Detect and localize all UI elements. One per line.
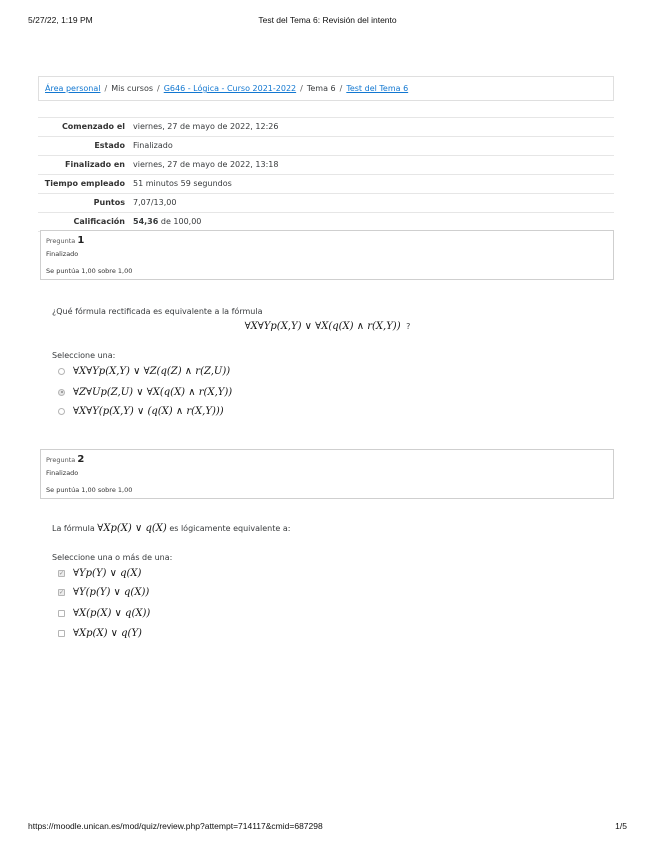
summary-label: Puntos [38, 194, 129, 213]
question-number [46, 454, 608, 465]
question-number-value: 2 [77, 454, 85, 465]
summary-value [129, 213, 614, 232]
print-header [0, 15, 655, 27]
checkbox[interactable] [58, 630, 65, 637]
question-info-box [40, 230, 614, 280]
formula: ∀Xp(X) ∨ q(X) [97, 523, 167, 534]
summary-label: Finalizado en [38, 156, 129, 175]
question-text-before: La fórmula [52, 524, 95, 533]
summary-row [38, 137, 614, 156]
summary-label: Tiempo empleado [38, 175, 129, 194]
question-info-box [40, 449, 614, 499]
breadcrumb-courses: Mis cursos [111, 84, 154, 93]
answer-option[interactable] [58, 626, 142, 640]
radio-button-selected[interactable] [58, 389, 65, 396]
summary-value: 51 minutos 59 segundos [129, 175, 614, 194]
breadcrumb-course-link[interactable]: G646 - Lógica - Curso 2021-2022 [163, 84, 297, 93]
print-footer [0, 821, 655, 833]
summary-label: Estado [38, 137, 129, 156]
checkbox-checked[interactable]: ✓ [59, 569, 65, 577]
breadcrumb-section: Tema 6 [306, 84, 336, 93]
option-formula: ∀Xp(X) ∨ q(Y) [73, 627, 142, 639]
breadcrumb-quiz-link[interactable]: Test del Tema 6 [346, 84, 409, 93]
answer-prompt: Seleccione una o más de una: [52, 553, 173, 562]
breadcrumb-separator: / [104, 84, 108, 93]
breadcrumb-separator: / [157, 84, 160, 93]
question-formula [0, 321, 655, 332]
checkbox[interactable] [58, 610, 65, 617]
formula-suffix: ? [406, 322, 411, 331]
breadcrumb [38, 76, 614, 101]
option-formula: ∀Z∀Up(Z,U) ∨ ∀X(q(X) ∧ r(X,Y)) [73, 386, 233, 398]
option-formula: ∀X∀Y(p(X,Y) ∨ (q(X) ∧ r(X,Y))) [73, 405, 224, 417]
summary-row [38, 175, 614, 194]
summary-row [38, 156, 614, 175]
summary-label: Comenzado el [38, 118, 129, 137]
answer-option[interactable] [58, 585, 149, 599]
question-number [46, 235, 608, 246]
attempt-summary-table [38, 117, 614, 232]
print-url: https://moodle.unican.es/mod/quiz/review.php?attempt=714117&cmid=687298 [28, 821, 323, 831]
print-page-title: Test del Tema 6: Revisión del intento [258, 15, 397, 25]
checkbox-checked[interactable]: ✓ [59, 588, 65, 596]
question-grade: Se puntúa 1,00 sobre 1,00 [46, 486, 133, 494]
breadcrumb-separator: / [300, 84, 303, 93]
summary-row [38, 213, 614, 232]
question-text-after: es lógicamente equivalente a: [169, 524, 291, 533]
question-state: Finalizado [46, 469, 79, 477]
question-number-value: 1 [77, 235, 85, 246]
formula: ∀X∀Yp(X,Y) ∨ ∀X(q(X) ∧ r(X,Y)) [244, 321, 401, 332]
answer-option[interactable] [58, 404, 224, 418]
question-text [52, 523, 290, 534]
summary-value: viernes, 27 de mayo de 2022, 12:26 [129, 118, 614, 137]
grade-max: de 100,00 [160, 217, 202, 226]
answer-option[interactable] [58, 606, 150, 620]
option-formula: ∀Yp(Y) ∨ q(X) [73, 567, 142, 579]
option-formula: ∀X∀Yp(X,Y) ∨ ∀Z(q(Z) ∧ r(Z,U)) [73, 365, 231, 377]
print-date: 5/27/22, 1:19 PM [28, 15, 93, 25]
summary-row [38, 194, 614, 213]
question-word: Pregunta [46, 237, 76, 245]
answer-prompt: Seleccione una: [52, 351, 116, 360]
answer-option[interactable] [58, 566, 141, 580]
answer-option[interactable] [58, 385, 232, 399]
summary-row [38, 118, 614, 137]
grade-value: 54,36 [133, 217, 159, 226]
radio-button[interactable] [58, 408, 65, 415]
option-formula: ∀X(p(X) ∨ q(X)) [73, 607, 151, 619]
summary-value: viernes, 27 de mayo de 2022, 13:18 [129, 156, 614, 175]
summary-value: Finalizado [129, 137, 614, 156]
breadcrumb-separator: / [339, 84, 343, 93]
question-grade: Se puntúa 1,00 sobre 1,00 [46, 267, 133, 275]
radio-button[interactable] [58, 368, 65, 375]
summary-label: Calificación [38, 213, 129, 232]
question-state: Finalizado [46, 250, 79, 258]
question-text: ¿Qué fórmula rectificada es equivalente a la fórmula [52, 307, 263, 316]
answer-option[interactable] [58, 364, 230, 378]
question-word: Pregunta [46, 456, 76, 464]
summary-value: 7,07/13,00 [129, 194, 614, 213]
option-formula: ∀Y(p(Y) ∨ q(X)) [73, 586, 150, 598]
breadcrumb-home-link[interactable]: Área personal [45, 84, 101, 93]
print-page-number: 1/5 [615, 821, 627, 831]
